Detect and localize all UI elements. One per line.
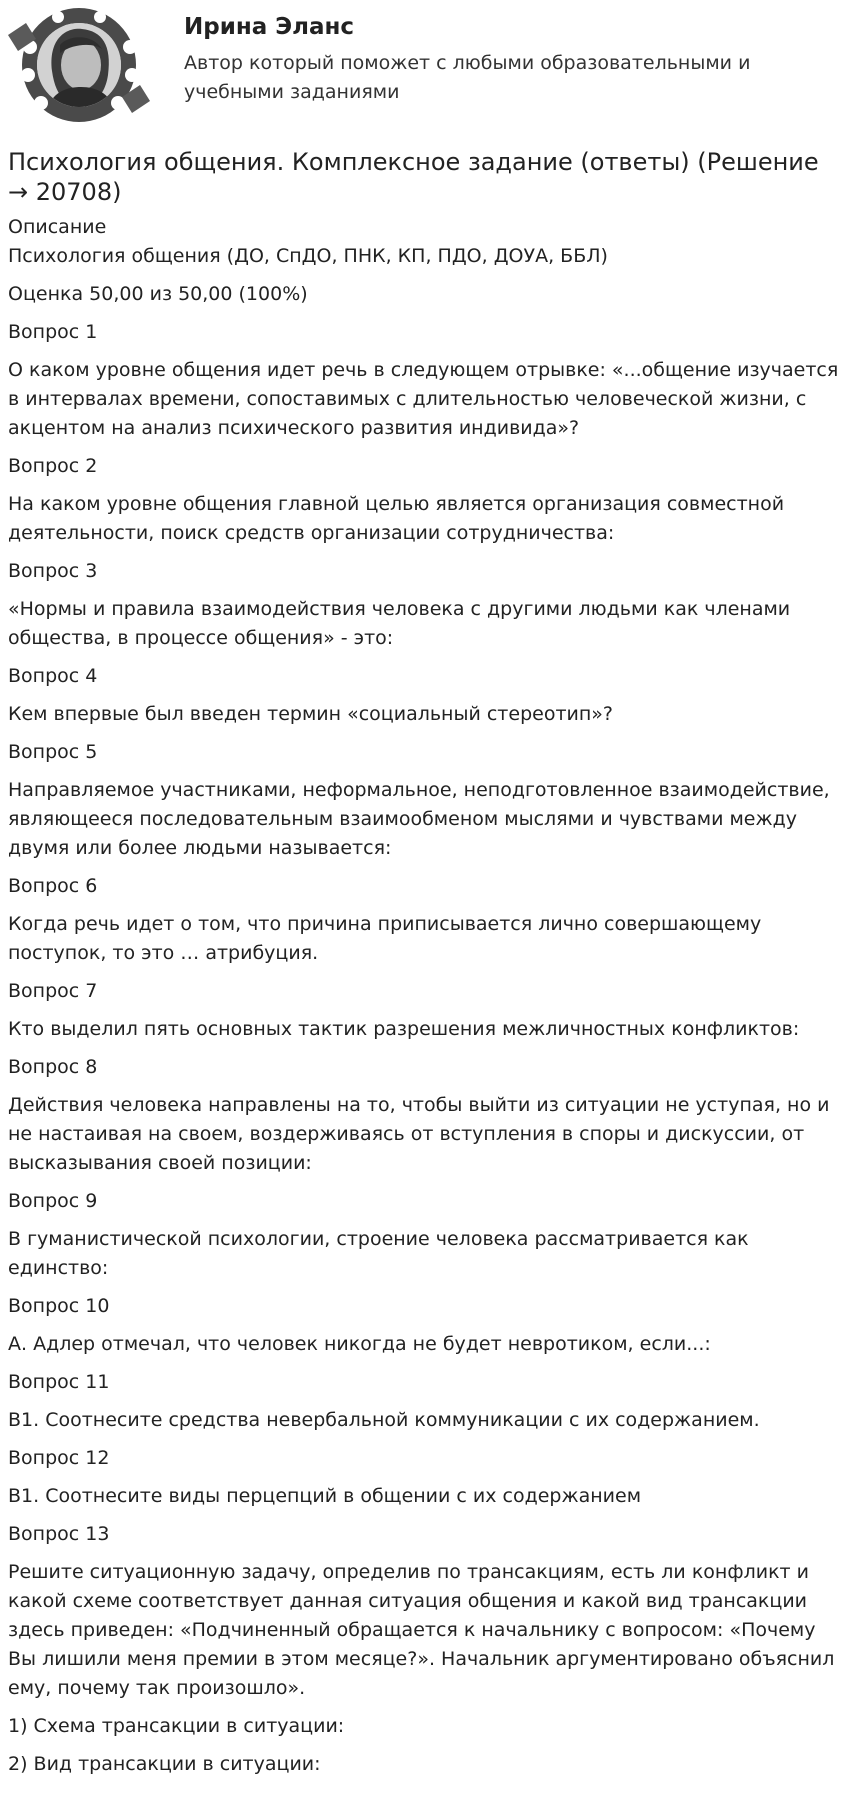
course-name: Психология общения (ДО, СпДО, ПНК, КП, ПДО, ДОУА, ББЛ) — [8, 245, 608, 267]
question-text: В гуманистической психологии, строение человека рассматривается как единство: — [8, 1228, 749, 1279]
description-label: Описание — [8, 216, 107, 238]
author-description: Автор который поможет с любыми образовательными и учебными заданиями — [184, 52, 751, 103]
grade: Оценка 50,00 из 50,00 (100%) — [8, 283, 308, 305]
question-text: «Нормы и правила взаимодействия человека с другими людьми как членами общества, в процессе общения» - это: — [8, 598, 791, 649]
question-label: Вопрос 11 — [8, 1371, 110, 1393]
question-label: Вопрос 5 — [8, 741, 98, 763]
question-text: Когда речь идет о том, что причина приписывается лично совершающему поступок, то это … атрибуция. — [8, 913, 762, 964]
question-text: Кто выделил пять основных тактик разрешения межличностных конфликтов: — [8, 1018, 800, 1040]
answer-line: 2) Вид трансакции в ситуации: — [8, 1753, 321, 1775]
film-reel-portrait-avatar-icon — [8, 5, 150, 124]
question-label: Вопрос 1 — [8, 321, 98, 343]
question-label: Вопрос 2 — [8, 455, 98, 477]
question-label: Вопрос 7 — [8, 980, 98, 1002]
question-text: Направляемое участниками, неформальное, неподготовленное взаимодействие, являющееся последовательным взаимообменом мыслями и чувствами между двумя или более людьми называется: — [8, 779, 830, 859]
question-label: Вопрос 10 — [8, 1295, 110, 1317]
question-label: Вопрос 13 — [8, 1523, 110, 1545]
answer-line: 1) Схема трансакции в ситуации: — [8, 1715, 345, 1737]
question-label: Вопрос 6 — [8, 875, 98, 897]
question-text: Действия человека направлены на то, чтобы выйти из ситуации не уступая, но и не настаивая на своем, воздерживаясь от вступления в споры и дискуссии, от высказывания своей позиции: — [8, 1094, 830, 1174]
document-title: Психология общения. Комплексное задание (ответы) (Решение → 20708) — [8, 148, 819, 206]
document-content — [8, 213, 844, 1788]
question-text: Кем впервые был введен термин «социальный стереотип»? — [8, 703, 613, 725]
question-label: Вопрос 3 — [8, 560, 98, 582]
question-text: Решите ситуационную задачу, определив по трансакциям, есть ли конфликт и какой схеме соответствует данная ситуация общения и какой вид трансакции здесь приведен: «Подчиненный обращается к начальнику с вопросом: «Почему Вы лишили меня премии в этом месяце?». Начальник аргументировано объяснил ему, почему так произошло». — [8, 1561, 835, 1699]
question-text: В1. Соотнесите виды перцепций в общении с их содержанием — [8, 1485, 642, 1507]
question-text: В1. Соотнесите средства невербальной коммуникации с их содержанием. — [8, 1409, 760, 1431]
question-text: О каком уровне общения идет речь в следующем отрывке: «...общение изучается в интервалах времени, сопоставимых с длительностью человеческой жизни, с акцентом на анализ психического развития индивида»? — [8, 359, 839, 439]
question-label: Вопрос 12 — [8, 1447, 110, 1469]
question-label: Вопрос 9 — [8, 1190, 98, 1212]
question-label: Вопрос 8 — [8, 1056, 98, 1078]
question-label: Вопрос 4 — [8, 665, 98, 687]
question-text: А. Адлер отмечал, что человек никогда не будет невротиком, если...: — [8, 1333, 711, 1355]
author-name: Ирина Эланс — [184, 14, 355, 40]
question-text: На каком уровне общения главной целью является организация совместной деятельности, поиск средств организации сотрудничества: — [8, 493, 785, 544]
